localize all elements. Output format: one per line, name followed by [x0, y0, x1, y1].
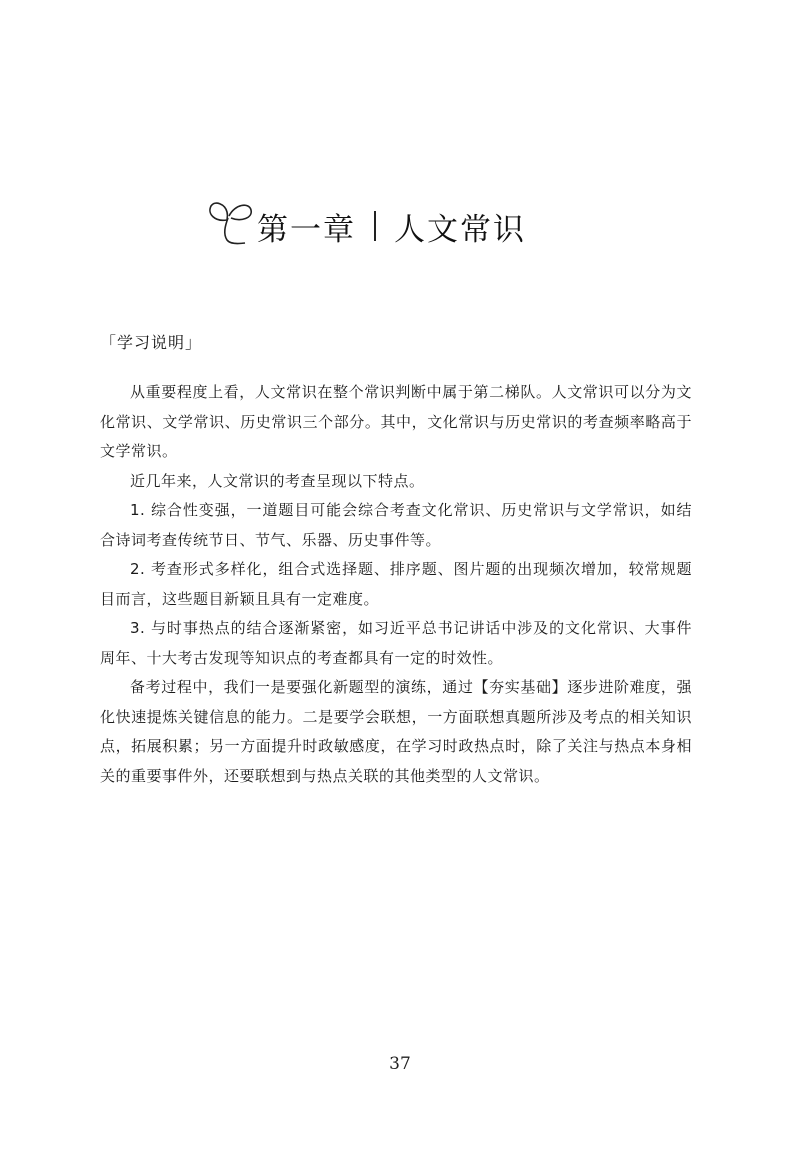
body-text: [100, 378, 692, 791]
paragraph: 1. 综合性变强，一道题目可能会综合考查文化常识、历史常识与文学常识，如结合诗词考查传统节日、节气、乐器、历史事件等。: [100, 501, 692, 549]
paragraph: 2. 考查形式多样化，组合式选择题、排序题、图片题的出现频次增加，较常规题目而言，这些题目新颖且具有一定难度。: [100, 560, 692, 608]
paragraph: 3. 与时事热点的结合逐渐紧密，如习近平总书记讲话中涉及的文化常识、大事件周年、十大考古发现等知识点的考查都具有一定的时效性。: [100, 619, 692, 667]
chapter-subtitle: 人文常识: [394, 211, 526, 248]
section-heading: 「学习说明」: [100, 333, 203, 352]
chapter-separator: [374, 211, 376, 241]
paragraph: 近几年来，人文常识的考查呈现以下特点。: [130, 471, 425, 490]
paragraph: 从重要程度上看，人文常识在整个常识判断中属于第二梯队。人文常识可以分为文化常识、文学常识、历史常识三个部分。其中，文化常识与历史常识的考查频率略高于文学常识。: [100, 383, 692, 460]
chapter-header: [205, 196, 526, 256]
chapter-title: 第一章: [257, 211, 356, 248]
paragraph: 备考过程中，我们一是要强化新题型的演练，通过【夯实基础】逐步进阶难度，强化快速提炼关键信息的能力。二是要学会联想，一方面联想真题所涉及考点的相关知识点，拓展积累；另一方面提升时政敏感度，在学习时政热点时，除了关注与热点本身相关的重要事件外，还要联想到与热点关联的其他类型的人文常识。: [100, 678, 692, 785]
page-number: 37: [389, 1054, 411, 1074]
sprout-icon: [205, 198, 255, 254]
